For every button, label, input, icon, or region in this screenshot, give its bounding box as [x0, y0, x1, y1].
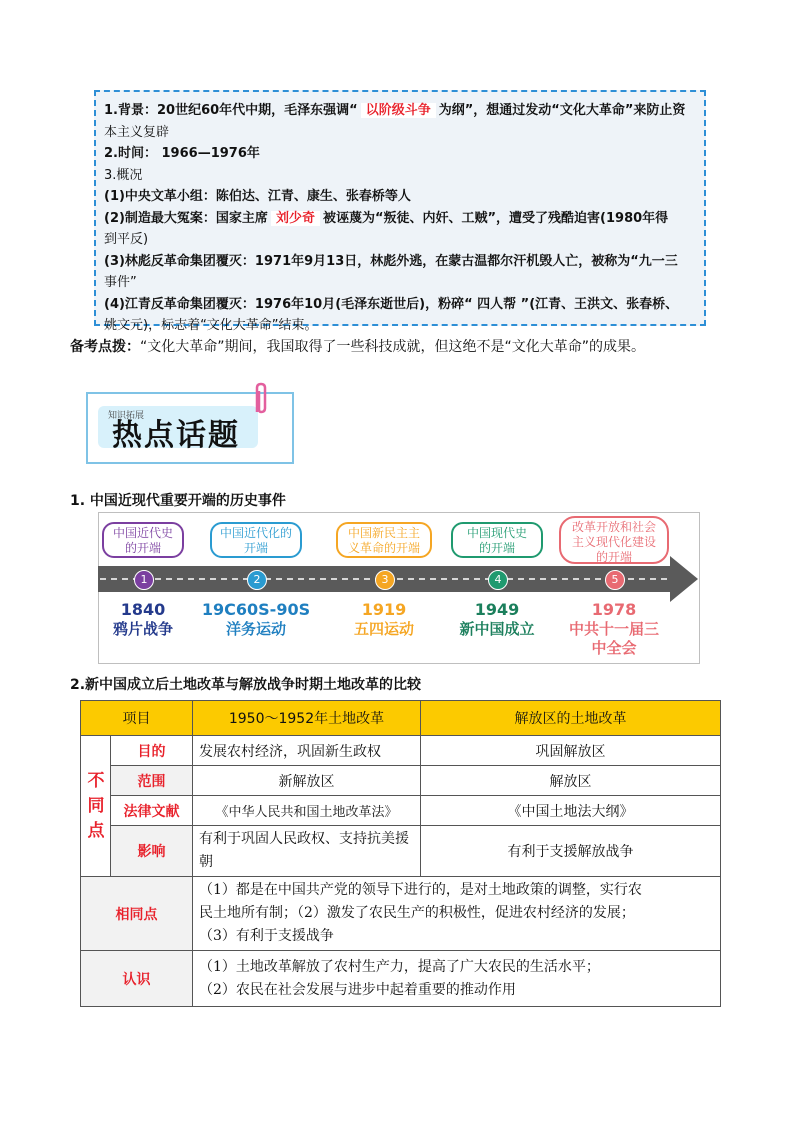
note-line: 3.概况 — [104, 167, 143, 183]
timeline-box-text: 中国近代化的 — [219, 526, 292, 540]
timeline-event: 中共十一届三 — [568, 620, 659, 638]
comparison-table — [80, 700, 721, 1007]
tip-text: “文化大革命”期间，我国取得了一些科技成就，但这绝不是“文化大革命”的成果。 — [140, 339, 646, 355]
note-line: (3)林彪反革命集团覆灭：1971年9月13日，林彪外逃，在蒙古温都尔汗机毁人亡，被称为“九一三 — [104, 253, 678, 269]
know-label: 认识 — [81, 951, 193, 1007]
timeline-box-text: 的开端 — [478, 541, 515, 555]
note-line: 1.背景：20世纪60年代中期，毛泽东强调“ 以阶级斗争 为纲”，想通过发动“文化大革命”来防止资 — [104, 103, 686, 118]
timeline-box-text: 的开端 — [124, 541, 161, 555]
table-row — [81, 877, 721, 951]
timeline-marker-1: 1 — [134, 570, 154, 590]
timeline-event: 新中国成立 — [459, 620, 535, 638]
same-content — [193, 877, 721, 951]
timeline-box-text: 中国现代史 — [466, 526, 527, 540]
header-liberated-reform: 解放区的土地改革 — [421, 701, 721, 736]
same-label: 相同点 — [81, 877, 193, 951]
same-line: （3）有利于支援战争 — [199, 928, 334, 944]
highlight-tag: 刘少奇 — [271, 211, 320, 226]
timeline-event: 洋务运动 — [225, 620, 286, 638]
know-content — [193, 951, 721, 1007]
row-label: 影响 — [111, 826, 193, 877]
diff-label: 不同点 — [81, 736, 111, 877]
row-label: 范围 — [111, 766, 193, 796]
timeline-box-text: 开端 — [243, 541, 268, 555]
row-label: 目的 — [111, 736, 193, 766]
timeline-event: 中全会 — [591, 639, 637, 657]
note-line: 2.时间： 1966—1976年 — [104, 146, 260, 161]
table-cell: 巩固解放区 — [421, 736, 721, 766]
timeline-box-3 — [336, 522, 432, 558]
note-line: 本主义复辟 — [104, 124, 170, 140]
timeline-marker-3: 3 — [375, 570, 395, 590]
table-row — [81, 796, 721, 826]
header-1950-reform: 1950～1952年土地改革 — [193, 701, 421, 736]
table-cell: 新解放区 — [193, 766, 421, 796]
banner-title: 热点话题 — [112, 418, 240, 453]
note-line: (1)中央文革小组：陈伯达、江青、康生、张春桥等人 — [104, 189, 411, 204]
summary-box — [94, 90, 706, 333]
timeline-year: 1919 — [361, 600, 407, 619]
exam-tip — [70, 336, 645, 356]
timeline-year: 1949 — [474, 600, 520, 619]
timeline-box-4 — [451, 522, 543, 558]
timeline-box-text: 义革命的开端 — [347, 541, 420, 555]
timeline-year: 1978 — [591, 600, 637, 619]
table-row — [81, 951, 721, 1007]
banner-subtitle: 知识拓展 — [108, 411, 145, 421]
table-row — [81, 766, 721, 796]
same-line: 民土地所有制；（2）激发了农民生产的积极性，促进农村经济的发展； — [199, 905, 635, 921]
timeline-box-1 — [102, 522, 184, 558]
timeline-marker-2: 2 — [247, 570, 267, 590]
note-line: 姚文元)，标志着“文化大革命”结束。 — [104, 318, 318, 333]
section-title: 2.新中国成立后土地改革与解放战争时期土地改革的比较 — [70, 677, 422, 693]
timeline-event: 鸦片战争 — [112, 620, 173, 638]
know-line: （2）农民在社会发展与进步中起着重要的推动作用 — [199, 981, 516, 998]
table-row — [81, 826, 721, 877]
table-cell: 有利于支援解放战争 — [421, 826, 721, 877]
know-line: （1）土地改革解放了农村生产力，提高了广大农民的生活水平； — [199, 958, 600, 975]
section-title: 1. 中国近现代重要开端的历史事件 — [70, 493, 286, 509]
timeline-year: 19C60S-90S — [201, 600, 311, 619]
same-line: （1）都是在中国共产党的领导下进行的，是对土地政策的调整，实行农 — [199, 882, 642, 898]
row-label: 法律文献 — [111, 796, 193, 826]
note-line: 到平反) — [104, 232, 149, 247]
tip-label: 备考点拨： — [70, 339, 140, 355]
table-cell: 解放区 — [421, 766, 721, 796]
table-cell: 发展农村经济，巩固新生政权 — [193, 736, 421, 766]
timeline-box-text: 主义现代化建设 — [571, 535, 656, 549]
hot-topic-banner — [86, 392, 294, 464]
timeline-box-2 — [210, 522, 302, 558]
timeline-box-text: 中国新民主主 — [347, 526, 420, 540]
note-line: (4)江青反革命集团覆灭：1976年10月(毛泽东逝世后)，粉碎“ 四人帮 ”(江青、王洪文、张春桥、 — [104, 296, 679, 312]
note-line: 事件” — [104, 275, 137, 290]
paperclip-icon — [248, 382, 274, 416]
table-header-row — [81, 701, 721, 736]
timeline-box-text: 中国近代史 — [112, 526, 173, 540]
table-cell: 《中国土地法大纲》 — [421, 796, 721, 826]
table-cell: 《中华人民共和国土地改革法》 — [193, 796, 421, 826]
header-item: 项目 — [81, 701, 193, 736]
table-row — [81, 736, 721, 766]
timeline-marker-4: 4 — [488, 570, 508, 590]
timeline-year: 1840 — [120, 600, 166, 619]
note-line: (2)制造最大冤案：国家主席 刘少奇 被诬蔑为“叛徒、内奸、工贼”，遭受了残酷迫害(1980年得 — [104, 210, 669, 226]
timeline-box-text: 改革开放和社会 — [571, 520, 656, 534]
timeline-box-text: 的开端 — [595, 550, 632, 564]
table-cell: 有利于巩固人民政权、支持抗美援朝 — [193, 826, 421, 877]
timeline-event: 五四运动 — [353, 620, 414, 638]
highlight-tag: 以阶级斗争 — [361, 103, 436, 118]
timeline-box-5 — [559, 516, 669, 564]
timeline-marker-5: 5 — [605, 570, 625, 590]
